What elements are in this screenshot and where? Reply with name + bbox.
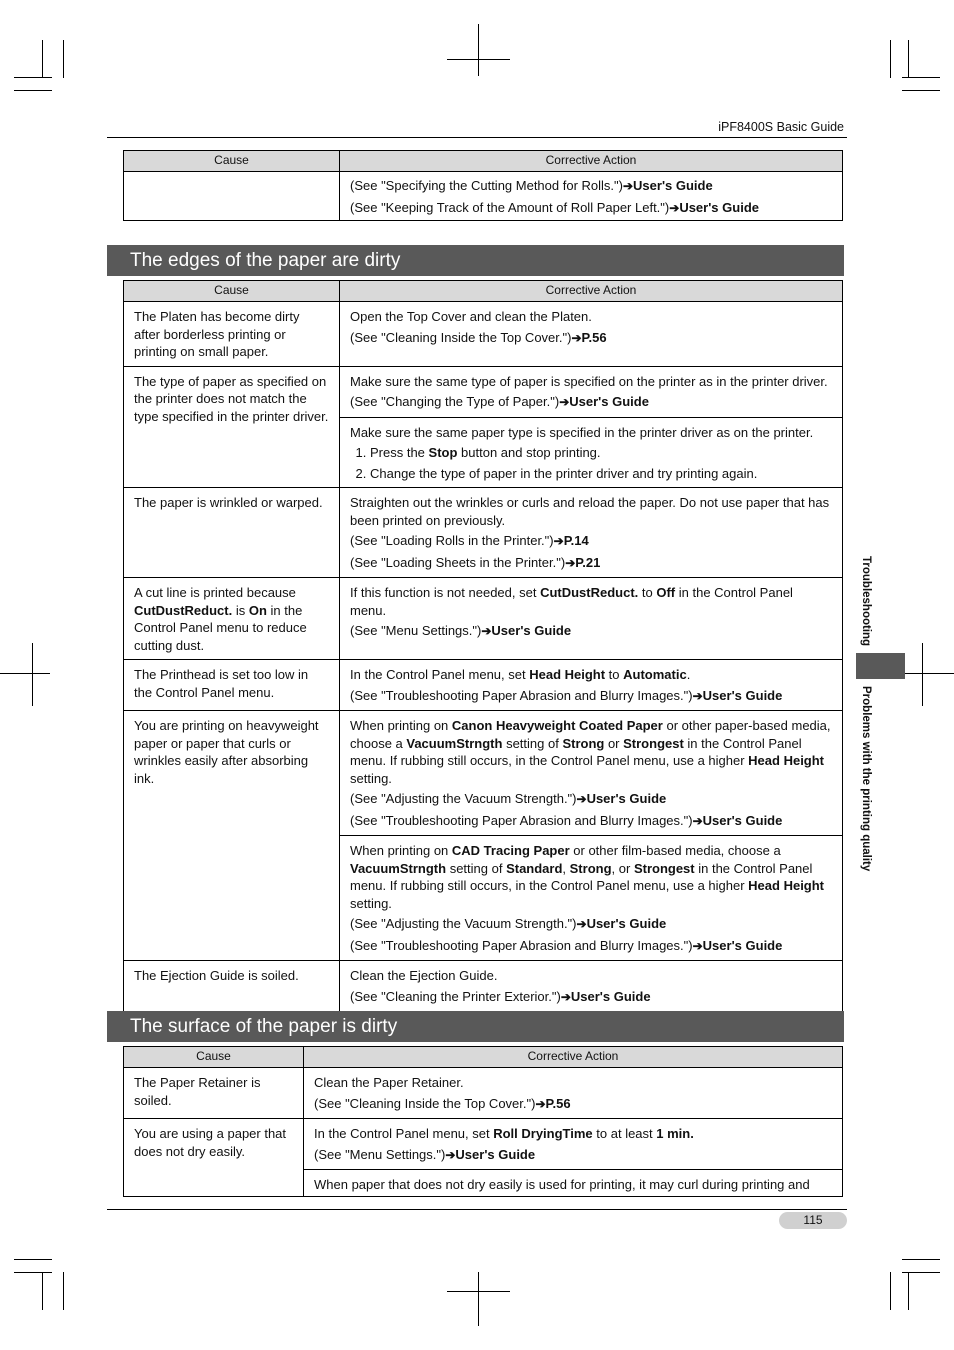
reference-link[interactable]: User's Guide (491, 623, 572, 638)
reference-link[interactable]: User's Guide (633, 178, 713, 193)
crop-mark (0, 673, 50, 674)
action-cell: In the Control Panel menu, set Head Height to Automatic. (See "Troubleshooting Paper Abrasion and Blurry Images.")➔User's Guide (340, 660, 843, 711)
crop-mark (63, 40, 64, 78)
action-cell: Make sure the same type of paper is specified on the printer as in the printer driver. (See "Changing the Type of Paper.")➔User's Guide (340, 366, 843, 417)
cause-cell: The Paper Retainer is soiled. (124, 1068, 304, 1119)
crop-mark (908, 40, 909, 78)
column-header-cause: Cause (124, 281, 340, 302)
arrow-icon: ➔ (560, 989, 571, 1004)
action-cell: Clean the Paper Retainer. (See "Cleaning Inside the Top Cover.")➔P.56 (304, 1068, 843, 1119)
section-heading-surface: The surface of the paper is dirty (107, 1011, 844, 1042)
table-row (124, 1068, 843, 1119)
chapter-tab (856, 653, 905, 679)
reference-link[interactable]: P.56 (581, 329, 607, 345)
arrow-icon: ➔ (481, 624, 492, 638)
table-row (124, 172, 843, 221)
crop-mark (63, 1272, 64, 1310)
reference-link[interactable]: User's Guide (702, 812, 783, 828)
reference-link[interactable]: User's Guide (569, 394, 649, 409)
steps-list (350, 444, 832, 482)
surface-table (123, 1046, 843, 1197)
action-cell: Make sure the same paper type is specified in the printer driver as on the printer. 1. Press the Stop button and stop printing. 2. Change the type of paper in the printer driver and try printing again. (340, 417, 843, 488)
cause-cell: The Printhead is set too low in the Control Panel menu. (124, 660, 340, 711)
crop-mark (14, 1259, 52, 1260)
table-row (124, 711, 843, 836)
header-rule (107, 137, 847, 138)
cause-cell: The paper is wrinkled or warped. (124, 488, 340, 578)
crop-mark (14, 90, 52, 91)
footer-rule (107, 1209, 847, 1210)
table-row (124, 660, 843, 711)
reference-link[interactable]: User's Guide (679, 199, 759, 215)
arrow-icon: ➔ (445, 1147, 456, 1162)
reference-link[interactable]: P.21 (575, 554, 601, 570)
list-item: 2. Change the type of paper in the printer driver and try printing again. (370, 465, 832, 483)
arrow-icon: ➔ (553, 534, 564, 548)
cause-cell: A cut line is printed because CutDustReduct. is On in the Control Panel menu to reduce cutting dust. (124, 578, 340, 660)
crop-mark (14, 77, 52, 78)
crop-mark (42, 40, 43, 78)
cause-cell: The type of paper as specified on the printer does not match the type specified in the printer driver. (124, 366, 340, 488)
table-row (124, 961, 843, 1012)
crop-mark (908, 1272, 909, 1310)
cause-cell: The Ejection Guide is soiled. (124, 961, 340, 1012)
reference-link[interactable]: User's Guide (570, 988, 651, 1004)
table-row (124, 1119, 843, 1170)
arrow-icon: ➔ (622, 179, 634, 193)
reference-link[interactable]: User's Guide (586, 916, 667, 931)
crop-mark (922, 643, 923, 706)
crop-mark (902, 90, 940, 91)
crop-mark (902, 77, 940, 78)
arrow-icon: ➔ (692, 938, 703, 953)
reference-link[interactable]: User's Guide (586, 791, 667, 806)
column-header-action: Corrective Action (340, 281, 843, 302)
side-label-troubleshooting[interactable]: Troubleshooting (860, 556, 872, 647)
arrow-icon: ➔ (692, 688, 703, 703)
action-cell: Clean the Ejection Guide. (See "Cleaning the Printer Exterior.")➔User's Guide (340, 961, 843, 1012)
edges-table (123, 280, 843, 1012)
column-header-cause: Cause (124, 151, 340, 172)
crop-mark (890, 40, 891, 78)
table-row (124, 488, 843, 578)
guide-title: iPF8400S Basic Guide (718, 120, 844, 134)
cause-cell: The Platen has become dirty after borderless printing or printing on small paper. (124, 302, 340, 367)
action-cell: When printing on CAD Tracing Paper or other film-based media, choose a VacuumStrngth setting of Standard, Strong, or Strongest in the Control Panel menu. If rubbing still occurs, in the Control Panel menu, use a higher Head Height setting. (See "Adjusting the Vacuum Strength.")➔User's Guide (See "Troubleshooting Paper Abrasion and Blurry Images.")➔User's Guide (340, 836, 843, 961)
action-cell: (See "Specifying the Cutting Method for Rolls.")➔User's Guide (See "Keeping Track of the Amount of Roll Paper Left.")➔User's Guide (340, 172, 843, 221)
action-cell: Straighten out the wrinkles or curls and reload the paper. Do not use paper that has been printed on previously. (See "Loading Rolls in the Printer.")➔P.14 (See "Loading Sheets in the Printer.")➔P.21 (340, 488, 843, 578)
crop-mark (478, 24, 479, 76)
column-header-cause: Cause (124, 1047, 304, 1068)
arrow-icon: ➔ (692, 813, 703, 828)
column-header-action: Corrective Action (340, 151, 843, 172)
column-header-action: Corrective Action (304, 1047, 843, 1068)
crop-mark (14, 1272, 52, 1273)
crop-mark (905, 673, 954, 674)
arrow-icon: ➔ (559, 395, 570, 409)
arrow-icon: ➔ (571, 330, 582, 345)
table-row (124, 302, 843, 367)
arrow-icon: ➔ (576, 792, 587, 806)
reference-link[interactable]: P.56 (545, 1095, 571, 1111)
page-number: 115 (779, 1212, 847, 1229)
action-cell: Open the Top Cover and clean the Platen. (See "Cleaning Inside the Top Cover.")➔P.56 (340, 302, 843, 367)
crop-mark (32, 643, 33, 706)
arrow-icon: ➔ (669, 200, 680, 215)
arrow-icon: ➔ (535, 1096, 546, 1111)
cause-cell: You are printing on heavyweight paper or paper that curls or wrinkles easily after absorbing ink. (124, 711, 340, 961)
list-item: 1. Press the Stop button and stop printing. (370, 444, 832, 462)
crop-mark (478, 1272, 479, 1326)
continued-table (123, 150, 843, 221)
arrow-icon: ➔ (576, 917, 587, 931)
table-row (124, 578, 843, 660)
side-label-printing-quality[interactable]: Problems with the printing quality (860, 686, 872, 872)
reference-link[interactable]: P.14 (563, 533, 589, 548)
action-cell: When paper that does not dry easily is used for printing, it may curl during printing and (304, 1170, 843, 1197)
crop-mark (902, 1259, 940, 1260)
arrow-icon: ➔ (565, 555, 576, 570)
crop-mark (42, 1272, 43, 1310)
cause-cell: You are using a paper that does not dry easily. (124, 1119, 304, 1197)
section-heading-edges: The edges of the paper are dirty (107, 245, 844, 276)
action-cell: In the Control Panel menu, set Roll DryingTime to at least 1 min. (See "Menu Settings.")➔User's Guide (304, 1119, 843, 1170)
crop-mark (890, 1272, 891, 1310)
reference-link[interactable]: User's Guide (702, 937, 783, 953)
action-cell: If this function is not needed, set CutDustReduct. to Off in the Control Panel menu. (See "Menu Settings.")➔User's Guide (340, 578, 843, 660)
cause-cell (124, 172, 340, 221)
table-row (124, 366, 843, 417)
reference-link[interactable]: User's Guide (455, 1146, 536, 1162)
action-cell: When printing on Canon Heavyweight Coated Paper or other paper-based media, choose a VacuumStrngth setting of Strong or Strongest in the Control Panel menu. If rubbing still occurs, in the Control Panel menu, use a higher Head Height setting. (See "Adjusting the Vacuum Strength.")➔User's Guide (See "Troubleshooting Paper Abrasion and Blurry Images.")➔User's Guide (340, 711, 843, 836)
reference-link[interactable]: User's Guide (702, 687, 783, 703)
